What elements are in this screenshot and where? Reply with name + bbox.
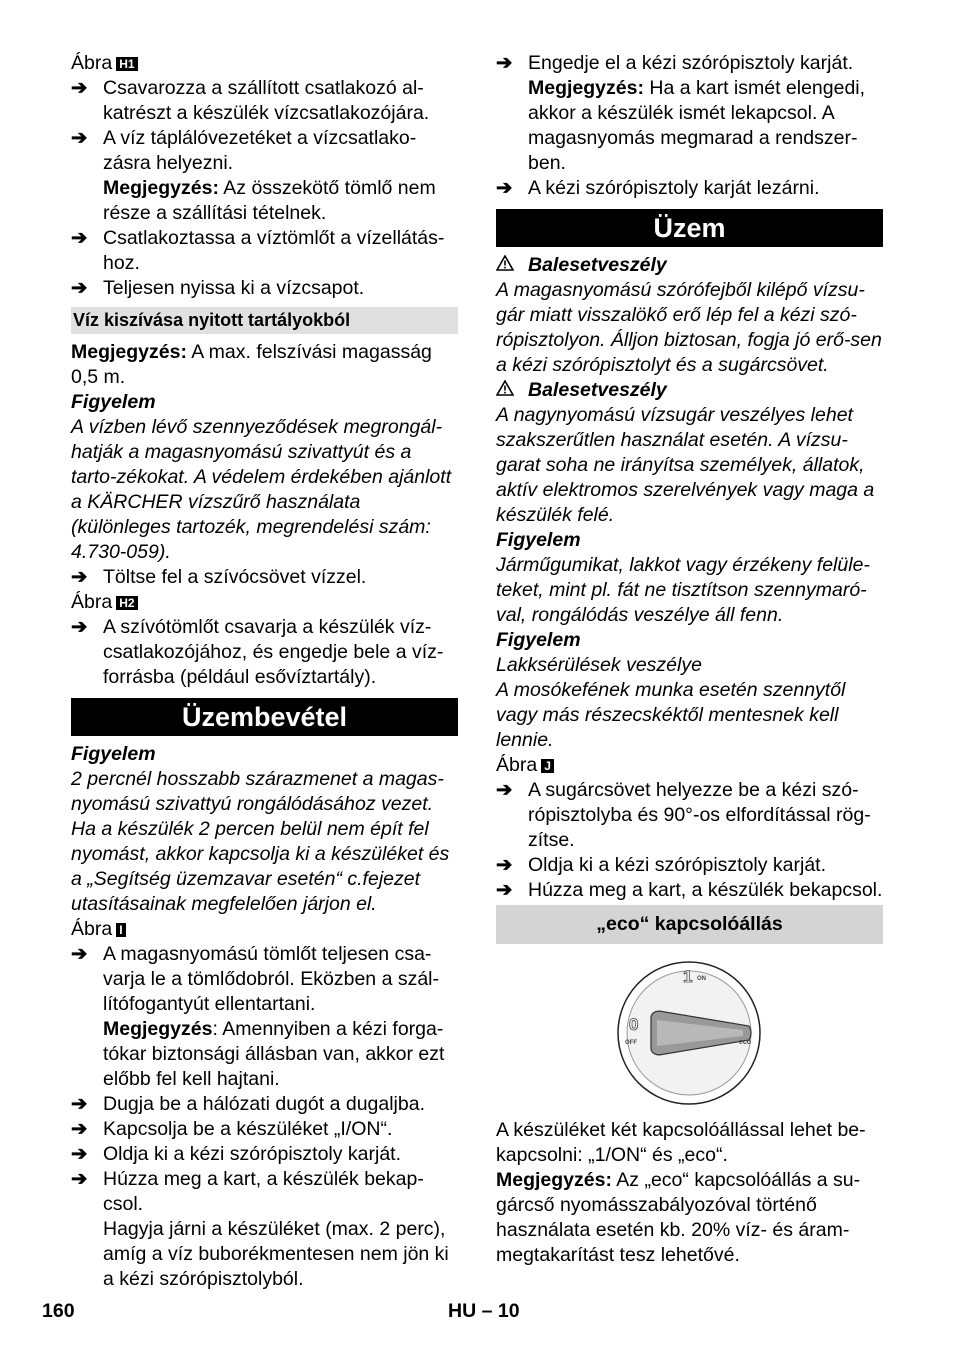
- danger-heading: Balesetveszély: [496, 253, 883, 278]
- note: Megjegyzés: Amennyiben a kézi forga-tókar biztonsági állásban van, akkor ezt előbb fel kell hajtani.: [103, 1018, 445, 1090]
- arrow-icon: ➔: [496, 52, 513, 74]
- list-item: ➔ A víz táplálóvezetéket a vízcsatlako-zásra helyezni.: [71, 127, 417, 174]
- danger-heading: Balesetveszély: [496, 378, 883, 403]
- arrow-icon: ➔: [496, 177, 513, 199]
- dial-one-label: 1: [682, 967, 692, 986]
- figure-ref-h2: Ábra H2: [71, 590, 458, 615]
- caution-text: Járműgumikat, lakkot vagy érzékeny felüle-teket, mint pl. fát ne tisztítson szennymaró-val, rongálódás veszélye áll fenn.: [496, 554, 870, 626]
- list-item: ➔ Csavarozza a szállított csatlakozó al-katrészt a készülék vízcsatlakozójára.: [71, 77, 430, 124]
- list-item: ➔ Teljesen nyissa ki a vízcsapot.: [71, 277, 365, 299]
- list-item: ➔ A sugárcsövet helyezze be a kézi szó-rópisztolyba és 90°-os elfordítással rög-zítse.: [496, 779, 871, 851]
- left-column: [71, 51, 458, 1292]
- arrow-icon: ➔: [71, 566, 88, 588]
- arrow-icon: ➔: [71, 616, 88, 638]
- dial-zero-label: 0: [628, 1015, 638, 1034]
- chapter-heading: Üzem: [496, 209, 883, 247]
- list-item: ➔ Csatlakoztassa a víztömlőt a vízellátás-hoz.: [71, 227, 445, 274]
- caution-heading: Figyelem: [71, 391, 156, 413]
- page-number: 160: [42, 1300, 75, 1322]
- arrow-icon: ➔: [71, 1118, 88, 1140]
- danger-text: A magasnyomású szórófejből kilépő vízsu-gár miatt visszalökő erő lép fel a kézi szó-rópisztolyon. Álljon biztosan, fogja jó erő-sen a kézi szórópisztolyt és a sugárcsövet.: [496, 279, 882, 376]
- arrow-icon: ➔: [71, 943, 88, 965]
- caution-text: 2 percnél hosszabb szárazmenet a magas-nyomású szivattyú rongálódásához vezet. Ha a készülék 2 percen belül nem épít fel nyomást, akkor kapcsolja ki a készüléket és a „Segítség üzemzavar esetén“ c.fejezet utasításainak megfelelően járjon el.: [71, 768, 450, 915]
- list-item: ➔ Oldja ki a kézi szórópisztoly karját.: [496, 854, 827, 876]
- list-item: ➔ Dugja be a hálózati dugót a dugaljba.: [71, 1093, 425, 1115]
- arrow-icon: ➔: [71, 227, 88, 249]
- list-item: ➔ Kapcsolja be a készüléket „I/ON“.: [71, 1118, 393, 1140]
- arrow-icon: ➔: [71, 127, 88, 149]
- arrow-icon: ➔: [71, 277, 88, 299]
- caution-text: A vízben lévő szennyeződések megrongál-hatják a magasnyomású szivattyút és a tarto-zékokat. A védelem érdekében ajánlott a KÄRCHER vízszűrő használata (különleges tartozék, megrendelési szám: 4.730-059).: [71, 416, 452, 563]
- figure-ref-i: Ábra I: [71, 917, 458, 942]
- arrow-icon: ➔: [71, 1168, 88, 1190]
- note: Megjegyzés: Ha a kart ismét elengedi, akkor a készülék ismét lekapcsol. A magasnyomás megmarad a rendszer-ben.: [528, 77, 866, 174]
- dial-eco-label: eco: [738, 1039, 751, 1046]
- dial-off-label: OFF: [624, 1040, 637, 1046]
- dial-on-label: ON: [696, 976, 706, 982]
- figure-ref-h1: Ábra H1: [71, 51, 458, 76]
- arrow-icon: ➔: [496, 854, 513, 876]
- paragraph: A készüléket két kapcsolóállással lehet be-kapcsolni: „1/ON“ és „eco“.: [496, 1119, 866, 1166]
- page-language-marker: HU – 10: [448, 1300, 520, 1322]
- danger-text: A nagynyomású vízsugár veszélyes lehet szakszerűtlen használat esetén. A vízsu-garat soha ne irányítsa személyek, állatok, aktív elektromos szerelvények vagy maga a készülék felé.: [496, 404, 875, 526]
- arrow-icon: ➔: [71, 1093, 88, 1115]
- caution-subtitle: Lakksérülések veszélye: [496, 654, 702, 676]
- list-item: ➔ Oldja ki a kézi szórópisztoly karját.: [71, 1143, 402, 1165]
- caution-heading: Figyelem: [496, 529, 581, 551]
- list-item: ➔ A kézi szórópisztoly karját lezárni.: [496, 177, 820, 199]
- list-item: ➔ Húzza meg a kart, a készülék bekapcsol.: [496, 879, 883, 901]
- arrow-icon: ➔: [71, 77, 88, 99]
- note: Megjegyzés: Az összekötő tömlő nem része a szállítási tételnek.: [103, 177, 436, 224]
- section-subheading: Víz kiszívása nyitott tartályokból: [71, 307, 458, 334]
- list-item: ➔ Töltse fel a szívócsövet vízzel.: [71, 566, 367, 588]
- note: Megjegyzés: Az „eco“ kapcsolóállás a su-gárcső nyomásszabályozóval történő használata esetén kb. 20% víz- és áram-megtakarítást tesz lehetővé.: [496, 1169, 861, 1266]
- warning-triangle-icon: [496, 253, 514, 278]
- arrow-icon: ➔: [71, 1143, 88, 1165]
- right-column: [496, 51, 883, 1268]
- caution-heading: Figyelem: [71, 743, 156, 765]
- arrow-icon: ➔: [496, 879, 513, 901]
- list-item: ➔ A magasnyomású tömlőt teljesen csa-varja le a tömlődobról. Eközben a szál-lítófogantyút ellentartani.: [71, 943, 440, 1015]
- caution-heading: Figyelem: [496, 629, 581, 651]
- note: Megjegyzés: A max. felszívási magasság 0,5 m.: [71, 341, 432, 388]
- list-item: ➔ A szívótömlőt csavarja a készülék víz-csatlakozójához, és engedje bele a víz-forrásba (például esővíztartály).: [71, 616, 444, 688]
- eco-switch-dial-illustration: [615, 960, 765, 1106]
- list-item: ➔ Engedje el a kézi szórópisztoly karját.: [496, 52, 854, 74]
- arrow-icon: ➔: [496, 779, 513, 801]
- figure-ref-j: Ábra J: [496, 753, 883, 778]
- caution-text: A mosókefének munka esetén szennytől vagy más részecskéktől mentesnek kell lennie.: [496, 679, 846, 751]
- note: Hagyja járni a készüléket (max. 2 perc), amíg a víz buborékmentesen nem jön ki a kézi szórópisztolyból.: [103, 1218, 449, 1290]
- warning-triangle-icon: [496, 378, 514, 403]
- chapter-heading: Üzembevétel: [71, 698, 458, 736]
- section-subheading: „eco“ kapcsolóállás: [496, 905, 883, 944]
- list-item: ➔ Húzza meg a kart, a készülék bekap-csol.: [71, 1168, 424, 1215]
